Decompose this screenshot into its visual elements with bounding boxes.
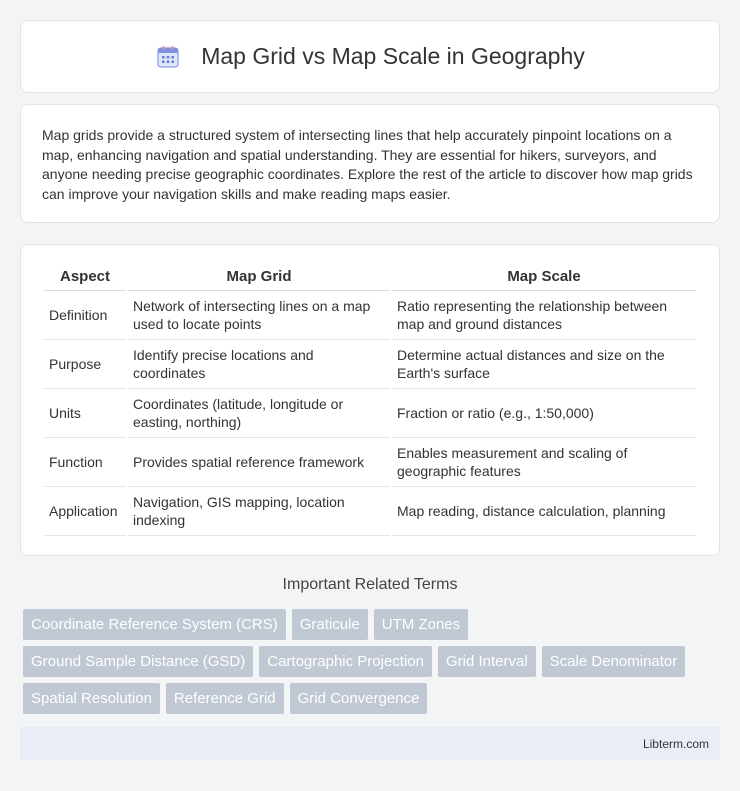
row-map-scale: Fraction or ratio (e.g., 1:50,000): [392, 389, 696, 438]
footer: [20, 727, 720, 760]
related-term-tag[interactable]: UTM Zones: [374, 609, 468, 640]
footer-site-link[interactable]: Libterm.com: [642, 736, 709, 751]
related-term-tag[interactable]: Spatial Resolution: [23, 683, 160, 714]
intro-text: Map grids provide a structured system of intersecting lines that help accurately pinpoint locations on a map, enhancing navigation and spatial understanding. They are essential for hikers, surveyors, and anyone needing precise geographic coordinates. Explore the rest of the article to discover how map grids can improve your navigation skills and make reading maps easier.: [42, 127, 693, 202]
row-aspect: Purpose: [44, 340, 126, 389]
related-term-tag[interactable]: Coordinate Reference System (CRS): [23, 609, 286, 640]
row-aspect: Definition: [44, 291, 126, 340]
related-term-tag[interactable]: Reference Grid: [166, 683, 284, 714]
comparison-table-card: [20, 244, 720, 556]
row-map-scale: Enables measurement and scaling of geographic features: [392, 438, 696, 487]
table-row: [44, 487, 696, 536]
row-aspect: Application: [44, 487, 126, 536]
row-map-grid: Provides spatial reference framework: [128, 438, 390, 487]
table-row: [44, 340, 696, 389]
table-header-row: [44, 267, 696, 291]
row-map-grid: Navigation, GIS mapping, location indexing: [128, 487, 390, 536]
table-row: [44, 389, 696, 438]
table-row: [44, 438, 696, 487]
title-card: [20, 20, 720, 93]
tag-row: [23, 609, 723, 640]
related-term-tag[interactable]: Ground Sample Distance (GSD): [23, 646, 253, 677]
row-map-grid: Coordinates (latitude, longitude or easting, northing): [128, 389, 390, 438]
column-header-aspect: Aspect: [44, 267, 126, 291]
table-row: [44, 291, 696, 340]
calendar-grid-icon: [155, 44, 181, 70]
related-terms-list: [23, 609, 723, 720]
row-aspect: Units: [44, 389, 126, 438]
row-map-grid: Identify precise locations and coordinates: [128, 340, 390, 389]
related-term-tag[interactable]: Grid Interval: [438, 646, 536, 677]
tag-row: [23, 683, 723, 714]
row-map-scale: Map reading, distance calculation, planning: [392, 487, 696, 536]
row-map-grid: Network of intersecting lines on a map used to locate points: [128, 291, 390, 340]
comparison-table: [42, 267, 698, 536]
row-aspect: Function: [44, 438, 126, 487]
page-title: Map Grid vs Map Scale in Geography: [201, 43, 585, 69]
intro-card: [20, 104, 720, 223]
column-header-map-grid: Map Grid: [128, 267, 390, 291]
tag-row: [23, 646, 723, 677]
related-term-tag[interactable]: Scale Denominator: [542, 646, 686, 677]
row-map-scale: Ratio representing the relationship between map and ground distances: [392, 291, 696, 340]
related-term-tag[interactable]: Cartographic Projection: [259, 646, 432, 677]
column-header-map-scale: Map Scale: [392, 267, 696, 291]
row-map-scale: Determine actual distances and size on the Earth's surface: [392, 340, 696, 389]
related-term-tag[interactable]: Graticule: [292, 609, 368, 640]
related-term-tag[interactable]: Grid Convergence: [290, 683, 428, 714]
related-terms-title: Important Related Terms: [282, 576, 458, 593]
